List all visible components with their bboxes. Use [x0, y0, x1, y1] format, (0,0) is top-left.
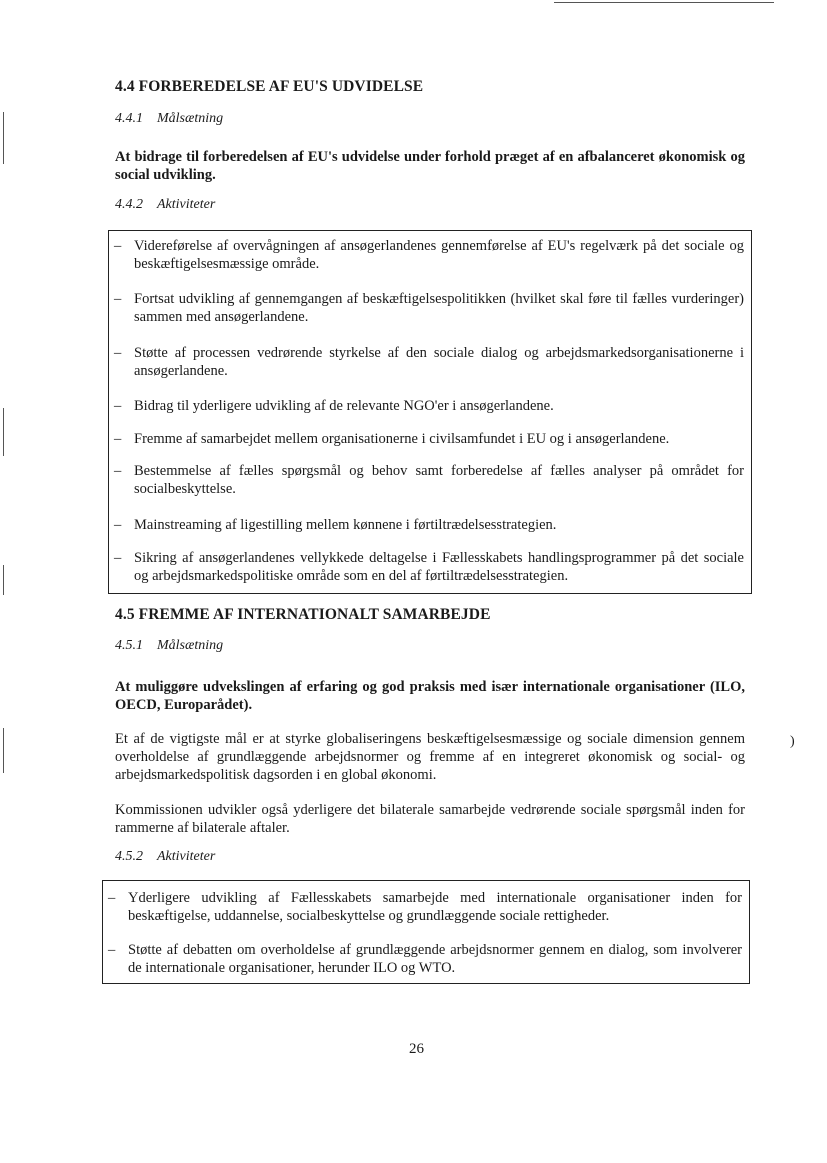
section-4-5-paragraph-2: Kommissionen udvikler også yderligere det bilaterale samarbejde vedrørende sociale spørgsmål inden for rammerne af bilaterale aftaler. [115, 802, 745, 836]
list-item [103, 889, 742, 925]
margin-mark: ) [790, 734, 795, 749]
list-item-text: Videreførelse af overvågningen af ansøgerlandenes gennemførelse af EU's regelværk på det sociale og beskæftigelsesmæssige område. [134, 238, 744, 272]
list-dash: – [114, 431, 122, 447]
list-item-text: Støtte af processen vedrørende styrkelse af den sociale dialog og arbejdsmarkedsorganisationerne i ansøgerlandene. [134, 345, 744, 379]
scan-line-left-low [3, 565, 4, 595]
section-4-4-activities-box [108, 230, 752, 594]
subheading-label: Aktiviteter [157, 197, 216, 212]
subheading-number: 4.4.2 [115, 197, 143, 212]
list-item-text: Fremme af samarbejdet mellem organisationerne i civilsamfundet i EU og i ansøgerlandene. [134, 431, 670, 447]
list-dash: – [108, 942, 116, 958]
section-4-4-1-subheading [115, 111, 223, 127]
list-item [109, 290, 744, 326]
list-item [109, 549, 744, 585]
list-item-text: Sikring af ansøgerlandenes vellykkede deltagelse i Fællesskabets handlingsprogrammer på det sociale og arbejdsmarkedspolitiske område som en del af førtiltrædelsesstrategien. [134, 550, 744, 584]
scan-line-left-top [3, 112, 4, 164]
section-4-5-1-subheading [115, 638, 223, 654]
subheading-label: Aktiviteter [157, 849, 216, 864]
section-4-4-heading: 4.4 FORBEREDELSE AF EU'S UDVIDELSE [115, 78, 424, 95]
subheading-number: 4.5.2 [115, 849, 143, 864]
list-dash: – [114, 463, 122, 479]
list-dash: – [108, 890, 116, 906]
list-dash: – [114, 238, 122, 254]
list-item [109, 516, 744, 534]
section-4-5-heading: 4.5 FREMME AF INTERNATIONALT SAMARBEJDE [115, 606, 491, 623]
list-item [109, 430, 744, 448]
list-dash: – [114, 517, 122, 533]
list-dash: – [114, 291, 122, 307]
list-item [103, 941, 742, 977]
list-item [109, 397, 744, 415]
subheading-number: 4.5.1 [115, 638, 143, 653]
section-4-4-2-subheading [115, 197, 215, 213]
scan-line-top-right [554, 2, 774, 3]
list-dash: – [114, 345, 122, 361]
list-item-text: Fortsat udvikling af gennemgangen af beskæftigelsespolitikken (hvilket skal føre til fælles vurderinger) sammen med ansøgerlandene. [134, 291, 744, 325]
scan-line-left-bottom [3, 728, 4, 773]
list-item-text: Bestemmelse af fælles spørgsmål og behov samt forberedelse af fælles analyser på området for socialbeskyttelse. [134, 463, 744, 497]
page-number: 26 [409, 1041, 424, 1057]
section-4-5-goal-text: At muliggøre udvekslingen af erfaring og god praksis med især internationale organisationer (ILO, OECD, Europarådet). [115, 679, 745, 713]
list-item-text: Støtte af debatten om overholdelse af grundlæggende arbejdsnormer gennem en dialog, som involverer de internationale organisationer, herunder ILO og WTO. [128, 942, 742, 976]
section-4-5-2-subheading [115, 849, 215, 865]
list-item-text: Yderligere udvikling af Fællesskabets samarbejde med internationale organisationer inden for beskæftigelse, uddannelse, socialbeskyttelse og grundlæggende sociale rettigheder. [128, 890, 742, 924]
list-dash: – [114, 398, 122, 414]
list-item [109, 462, 744, 498]
list-item-text: Bidrag til yderligere udvikling af de relevante NGO'er i ansøgerlandene. [134, 398, 554, 414]
section-4-5-paragraph-1: Et af de vigtigste mål er at styrke globaliseringens beskæftigelsesmæssige og sociale dimension gennem overholdelse af grundlæggende arbejdsnormer og fremme af en integreret økonomisk og social- og arbejdsmarkedspolitisk dagsorden i en global økonomi. [115, 731, 745, 783]
list-dash: – [114, 550, 122, 566]
subheading-number: 4.4.1 [115, 111, 143, 126]
scan-line-left-mid [3, 408, 4, 456]
subheading-label: Målsætning [157, 638, 224, 653]
list-item [109, 344, 744, 380]
subheading-label: Målsætning [157, 111, 224, 126]
section-4-5-activities-box [102, 880, 750, 984]
list-item-text: Mainstreaming af ligestilling mellem kønnene i førtiltrædelsesstrategien. [134, 517, 557, 533]
section-4-4-goal-text: At bidrage til forberedelsen af EU's udvidelse under forhold præget af en afbalanceret økonomisk og social udvikling. [115, 149, 745, 183]
list-item [109, 237, 744, 273]
